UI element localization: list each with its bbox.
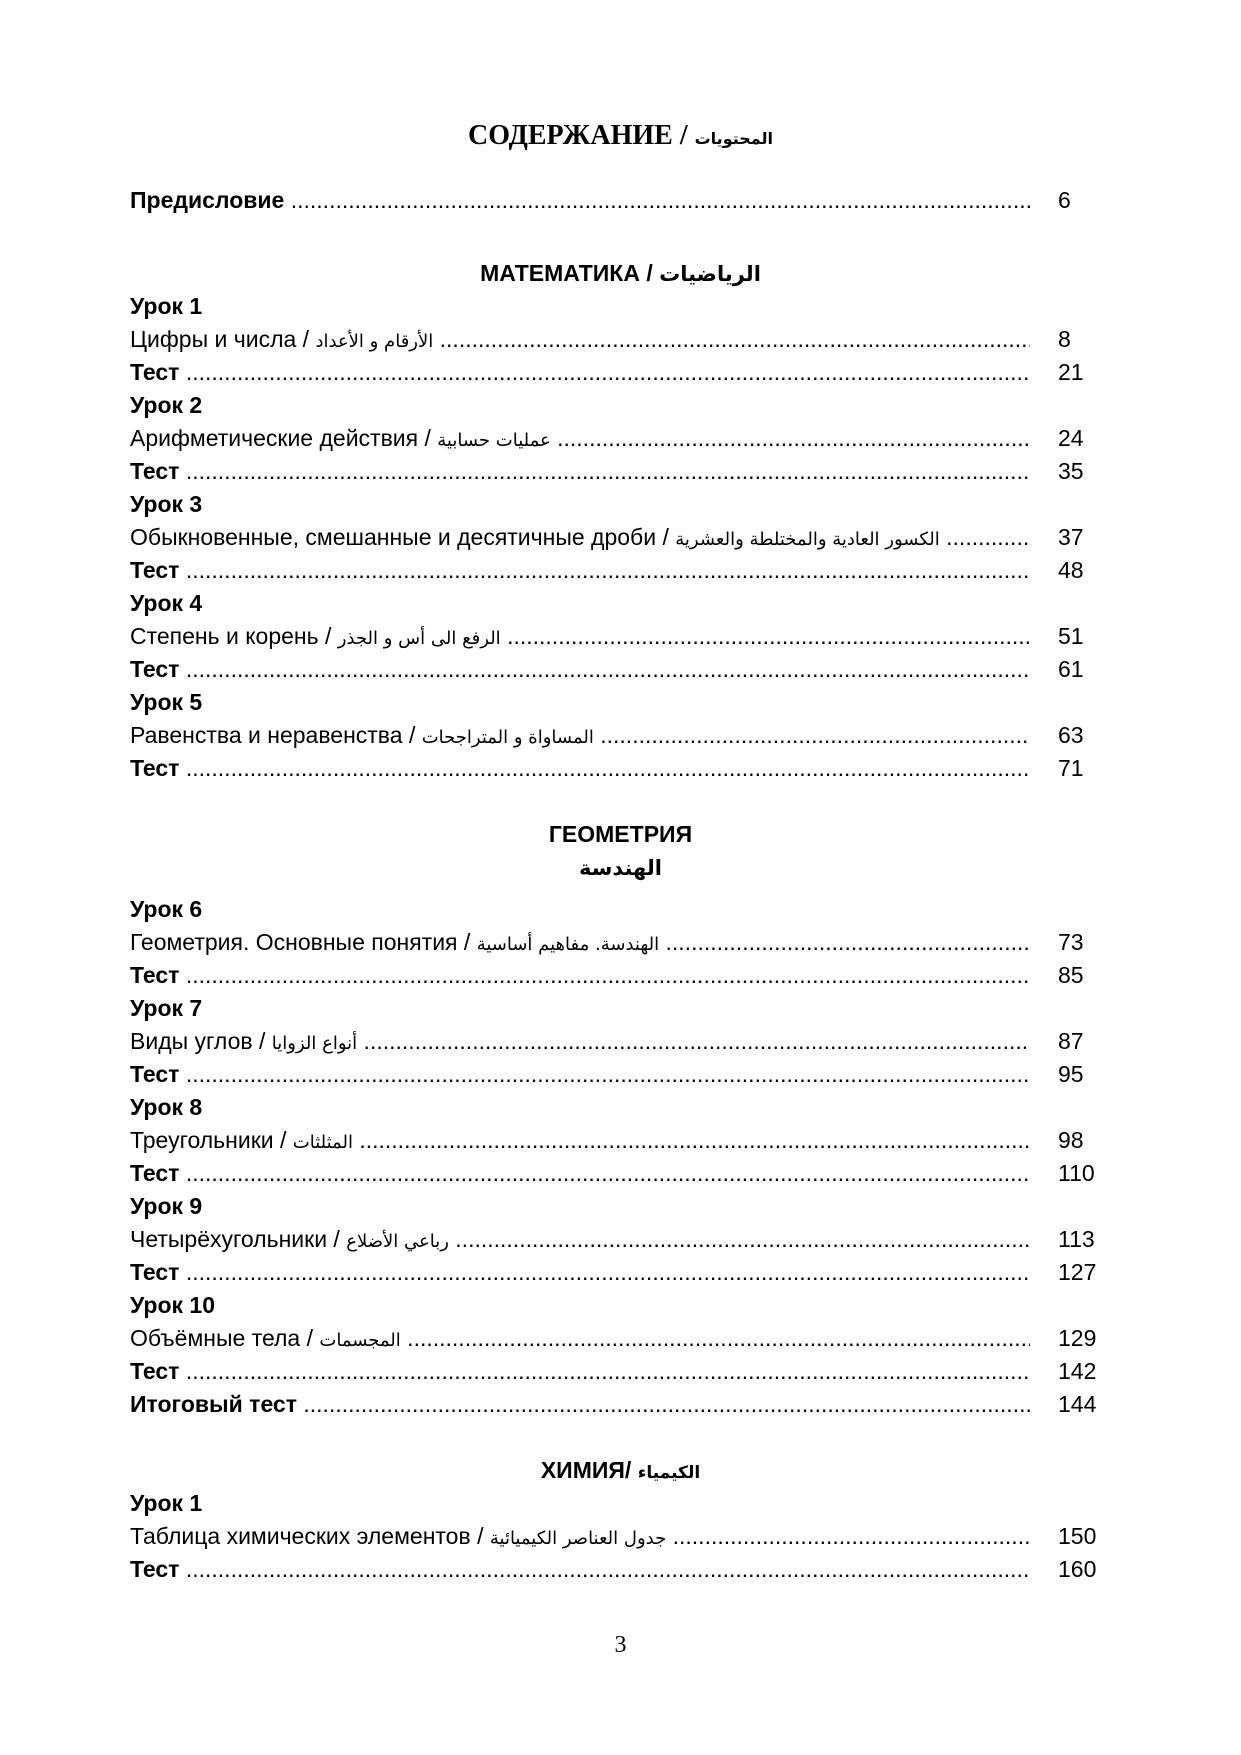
test-label: Тест ..... [130, 752, 1030, 785]
lesson-heading: Урок 10 [130, 1292, 216, 1318]
final-test-page: 144 [1058, 1391, 1097, 1417]
toc-entry-test[interactable] [130, 554, 1106, 587]
lesson-heading: Урок 5 [130, 689, 203, 715]
section-math-ar: الرياضيات [659, 262, 761, 286]
toc-entry[interactable] [130, 1520, 1106, 1553]
toc-entry-preface[interactable] [130, 184, 1106, 217]
toc-entry[interactable] [130, 1124, 1106, 1157]
toc-entry-test[interactable] [130, 455, 1106, 488]
test-label: Тест ..... [130, 959, 1030, 992]
test-label: Тест ..... [130, 356, 1030, 389]
test-page: 48 [1058, 557, 1084, 583]
toc-entry[interactable] [130, 1223, 1106, 1256]
test-label: Тест ..... [130, 653, 1030, 686]
toc-entry-test[interactable] [130, 1553, 1106, 1586]
test-page: 95 [1058, 1061, 1084, 1087]
test-label: Тест ..... [130, 1553, 1030, 1586]
title-arabic: المحتويات [694, 129, 773, 148]
lesson-heading: Урок 1 [130, 293, 203, 319]
final-test-label: Итоговый тест ..... [130, 1388, 1030, 1421]
section-chemistry-ar: الكيمياء [637, 1463, 701, 1483]
test-page: 127 [1058, 1259, 1097, 1285]
entry-label: Арифметические действия / عمليات حسابية ..... [130, 422, 1030, 457]
entry-page: 8 [1058, 326, 1071, 352]
toc-entry[interactable] [130, 1025, 1106, 1058]
test-label: Тест ..... [130, 455, 1030, 488]
toc-entry-test[interactable] [130, 1058, 1106, 1091]
title-russian: СОДЕРЖАНИЕ [468, 120, 673, 151]
section-heading-chemistry [0, 1454, 1241, 1490]
lesson-heading: Урок 4 [130, 590, 203, 616]
test-page: 85 [1058, 962, 1084, 988]
test-page: 71 [1058, 755, 1084, 781]
toc-entry[interactable] [130, 719, 1106, 752]
page-number: 3 [614, 1632, 627, 1658]
toc-entry[interactable] [130, 422, 1106, 455]
test-page: 21 [1058, 359, 1084, 385]
test-label: Тест ..... [130, 1355, 1030, 1388]
test-page: 142 [1058, 1358, 1097, 1384]
toc-entry[interactable] [130, 1322, 1106, 1355]
toc-entry[interactable] [130, 521, 1106, 554]
toc-entry[interactable] [130, 323, 1106, 356]
toc-entry-test[interactable] [130, 1157, 1106, 1190]
toc-entry-test[interactable] [130, 959, 1106, 992]
section-chemistry-ru: ХИМИЯ/ [540, 1457, 632, 1483]
test-page: 110 [1058, 1160, 1095, 1186]
entry-page: 37 [1058, 524, 1084, 550]
section-math-ru: МАТЕМАТИКА / [480, 260, 653, 286]
entry-label: Цифры и числа / الأرقام و الأعداد ..... [130, 323, 1030, 358]
lesson-heading: Урок 9 [130, 1193, 203, 1219]
entry-label: Степень и корень / الرفع الى أس و الجذر ..... [130, 620, 1030, 655]
test-label: Тест ..... [130, 1157, 1030, 1190]
section-heading-math [0, 257, 1241, 291]
lesson-heading: Урок 1 [130, 1490, 203, 1516]
entry-label: Треугольники / المثلثات ..... [130, 1124, 1030, 1159]
test-label: Тест ..... [130, 1256, 1030, 1289]
entry-page: 24 [1058, 425, 1084, 451]
toc-entry-test[interactable] [130, 356, 1106, 389]
entry-page: 73 [1058, 929, 1084, 955]
toc-entry-final-test[interactable] [130, 1388, 1106, 1421]
entry-page: 98 [1058, 1127, 1084, 1153]
lesson-heading: Урок 6 [130, 896, 203, 922]
entry-page: 87 [1058, 1028, 1084, 1054]
entry-label: Обыкновенные, смешанные и десятичные дроби / الكسور العادية والمختلطة والعشرية ..... [130, 521, 1030, 556]
test-label: Тест ..... [130, 554, 1030, 587]
toc-entry-test[interactable] [130, 752, 1106, 785]
page-title: СОДЕРЖАНИЕ / المحتويات [468, 120, 773, 151]
toc-entry-test[interactable] [130, 1355, 1106, 1388]
test-page: 61 [1058, 656, 1084, 682]
entry-label: Виды углов / أنواع الزوايا ..... [130, 1025, 1030, 1060]
entry-label: Таблица химических элементов / جدول العناصر الكيميائية ..... [130, 1520, 1030, 1555]
section-heading-geometry: ГЕОМЕТРИЯ [548, 821, 693, 847]
test-page: 160 [1058, 1556, 1097, 1582]
lesson-heading: Урок 7 [130, 995, 203, 1021]
lesson-heading: Урок 3 [130, 491, 203, 517]
entry-page: 51 [1058, 623, 1084, 649]
entry-page: 63 [1058, 722, 1084, 748]
entry-label: Четырёхугольники / رباعي الأضلاع ..... [130, 1223, 1030, 1258]
test-label: Тест ..... [130, 1058, 1030, 1091]
entry-label: Равенства и неравенства / المساواة و المتراجحات ..... [130, 719, 1030, 754]
preface-label: Предисловие ..... [130, 184, 1030, 217]
entry-page: 150 [1058, 1523, 1097, 1549]
lesson-heading: Урок 8 [130, 1094, 203, 1120]
entry-label: Объёмные тела / المجسمات ..... [130, 1322, 1030, 1357]
entry-page: 129 [1058, 1325, 1097, 1351]
toc-entry[interactable] [130, 620, 1106, 653]
section-heading-geometry-ar: الهندسة [578, 856, 663, 880]
entry-label: Геометрия. Основные понятия / الهندسة. مفاهيم أساسية ..... [130, 926, 1030, 961]
toc-entry-test[interactable] [130, 653, 1106, 686]
toc-entry-test[interactable] [130, 1256, 1106, 1289]
entry-page: 113 [1058, 1226, 1095, 1252]
toc-entry[interactable] [130, 926, 1106, 959]
preface-page: 6 [1058, 187, 1071, 213]
lesson-heading: Урок 2 [130, 392, 203, 418]
test-page: 35 [1058, 458, 1084, 484]
